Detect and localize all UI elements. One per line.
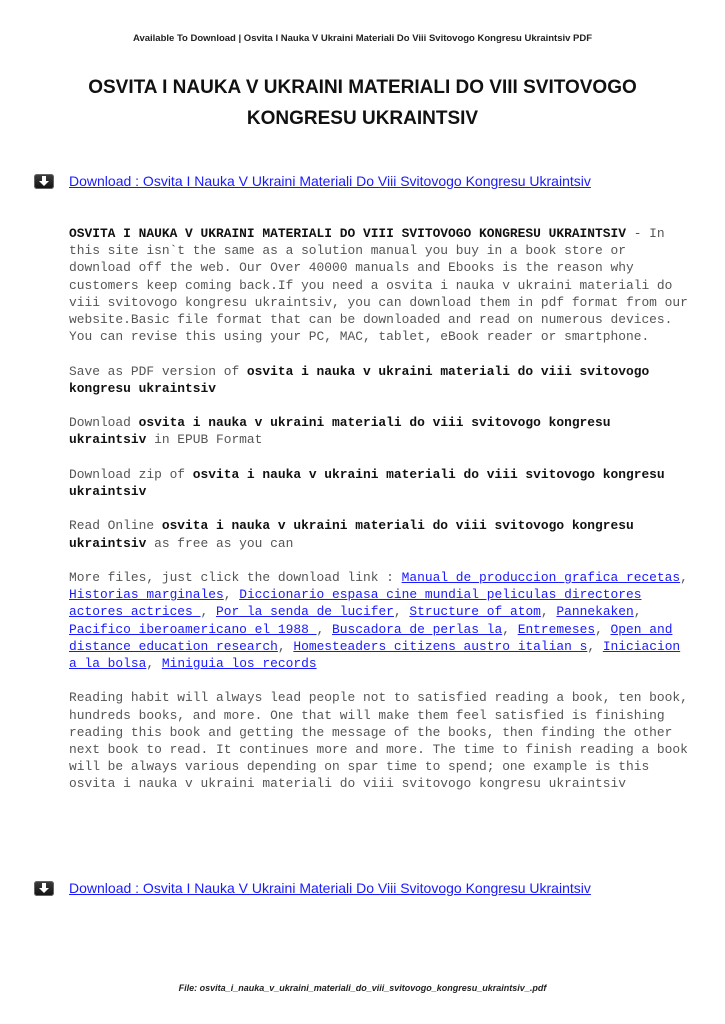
more-file-link[interactable]: Historias marginales <box>69 587 224 603</box>
download-zip-prefix: Download zip of <box>69 466 193 482</box>
download-epub-paragraph <box>69 414 694 448</box>
book-name-bold: osvita i nauka v ukraini materiali do viii svitovogo kongresu ukraintsiv <box>69 415 611 448</box>
more-file-link[interactable]: Miniguia los records <box>161 656 317 671</box>
book-name-bold: osvita i nauka v ukraini materiali do viii svitovogo kongresu ukraintsiv <box>69 466 665 499</box>
download-row-bottom <box>34 879 694 901</box>
more-file-link[interactable]: Iniciacion a la bolsa <box>69 638 681 671</box>
save-pdf-prefix: Save as PDF version of <box>69 363 247 379</box>
read-online-prefix: Read Online <box>69 518 162 534</box>
intro-bold-title: OSVITA I NAUKA V UKRAINI MATERIALI DO VIII SVITOVOGO KONGRESU UKRAINTSIV <box>69 226 626 241</box>
download-row-top <box>34 172 694 194</box>
read-online-paragraph <box>69 517 694 551</box>
book-name-bold: osvita i nauka v ukraini materiali do viii svitovogo kongresu ukraintsiv <box>69 363 650 396</box>
more-file-link[interactable]: Pannekaken <box>556 604 634 620</box>
more-file-link[interactable]: Structure of atom <box>409 604 541 620</box>
read-online-suffix: as free as you can <box>146 535 294 551</box>
more-files-paragraph: More files, just click the download link : Manual de produccion grafica recetas, Historias marginales, Diccionario espasa cine mundial peliculas directores actores actrices , Por la senda de lucifer, Structure of atom, Pannekaken, Pacifico iberoamericano el 1988 , Buscadora de perlas la, Entremeses, Open and distance education research, Homesteaders citizens austro italian s, Iniciacion a la bolsa, Miniguia los records <box>69 569 688 671</box>
main-content <box>69 225 694 810</box>
more-file-link[interactable]: Por la senda de lucifer <box>216 604 394 620</box>
download-zip-paragraph <box>69 466 694 500</box>
download-icon[interactable] <box>34 881 54 896</box>
more-file-link[interactable]: Buscadora de perlas la <box>332 621 503 637</box>
more-file-link[interactable]: Open and distance education research <box>69 621 673 654</box>
more-files-prefix: More files, just click the download link : <box>69 569 402 585</box>
title-line-1: OSVITA I NAUKA V UKRAINI MATERIALI DO VIII SVITOVOGO <box>88 77 637 98</box>
save-pdf-paragraph <box>69 363 694 397</box>
download-epub-suffix: in EPUB Format <box>146 432 263 448</box>
title-line-2: KONGRESU UKRAINTSIV <box>246 108 479 129</box>
document-title <box>40 72 685 134</box>
intro-text: - In this site isn`t the same as a solution manual you buy in a book store or download off the web. Our Over 40000 manuals and Ebooks is the reason why customers keep coming back.If you need a osvita i nauka v ukraini materiali do viii svitovogo kongresu ukraintsiv, you can download them in pdf format from our website.Basic file format that can be downloaded and read on numerous devices. You can revise this using your PC, MAC, tablet, eBook reader or smartphone. <box>69 226 688 345</box>
download-link-bottom[interactable]: Download : Osvita I Nauka V Ukraini Materiali Do Viii Svitovogo Kongresu Ukraintsiv <box>69 880 591 896</box>
more-file-link[interactable]: Entremeses <box>517 621 596 637</box>
page-header: Available To Download | Osvita I Nauka V Ukraini Materiali Do Viii Svitovogo Kongresu Ukraintsiv PDF <box>132 33 593 44</box>
book-name-bold: osvita i nauka v ukraini materiali do viii svitovogo kongresu ukraintsiv <box>69 518 634 551</box>
download-icon[interactable] <box>34 174 54 189</box>
more-file-link[interactable]: Diccionario espasa cine mundial peliculas directores actores actrices <box>69 587 642 620</box>
intro-paragraph <box>69 225 694 345</box>
page-footer: File: osvita_i_nauka_v_ukraini_materiali_do_viii_svitovogo_kongresu_ukraintsiv_.pdf <box>178 983 547 993</box>
more-file-link[interactable]: Homesteaders citizens austro italian s <box>293 638 588 654</box>
download-epub-prefix: Download <box>69 415 139 431</box>
reading-habit-paragraph: Reading habit will always lead people not to satisfied reading a book, ten book, hundreds books, and more. One that will make them feel satisfied is finishing reading this book and getting the message of the books, then finding the other next book to read. It continues more and more. The time to finish reading a book will be always various depending on spar time to spend; one example is this osvita i nauka v ukraini materiali do viii svitovogo kongresu ukraintsiv <box>69 690 688 792</box>
more-file-link[interactable]: Manual de produccion grafica recetas <box>401 569 681 585</box>
more-file-link[interactable]: Pacifico iberoamericano el 1988 <box>69 621 317 637</box>
download-link-top[interactable]: Download : Osvita I Nauka V Ukraini Materiali Do Viii Svitovogo Kongresu Ukraintsiv <box>69 173 591 189</box>
